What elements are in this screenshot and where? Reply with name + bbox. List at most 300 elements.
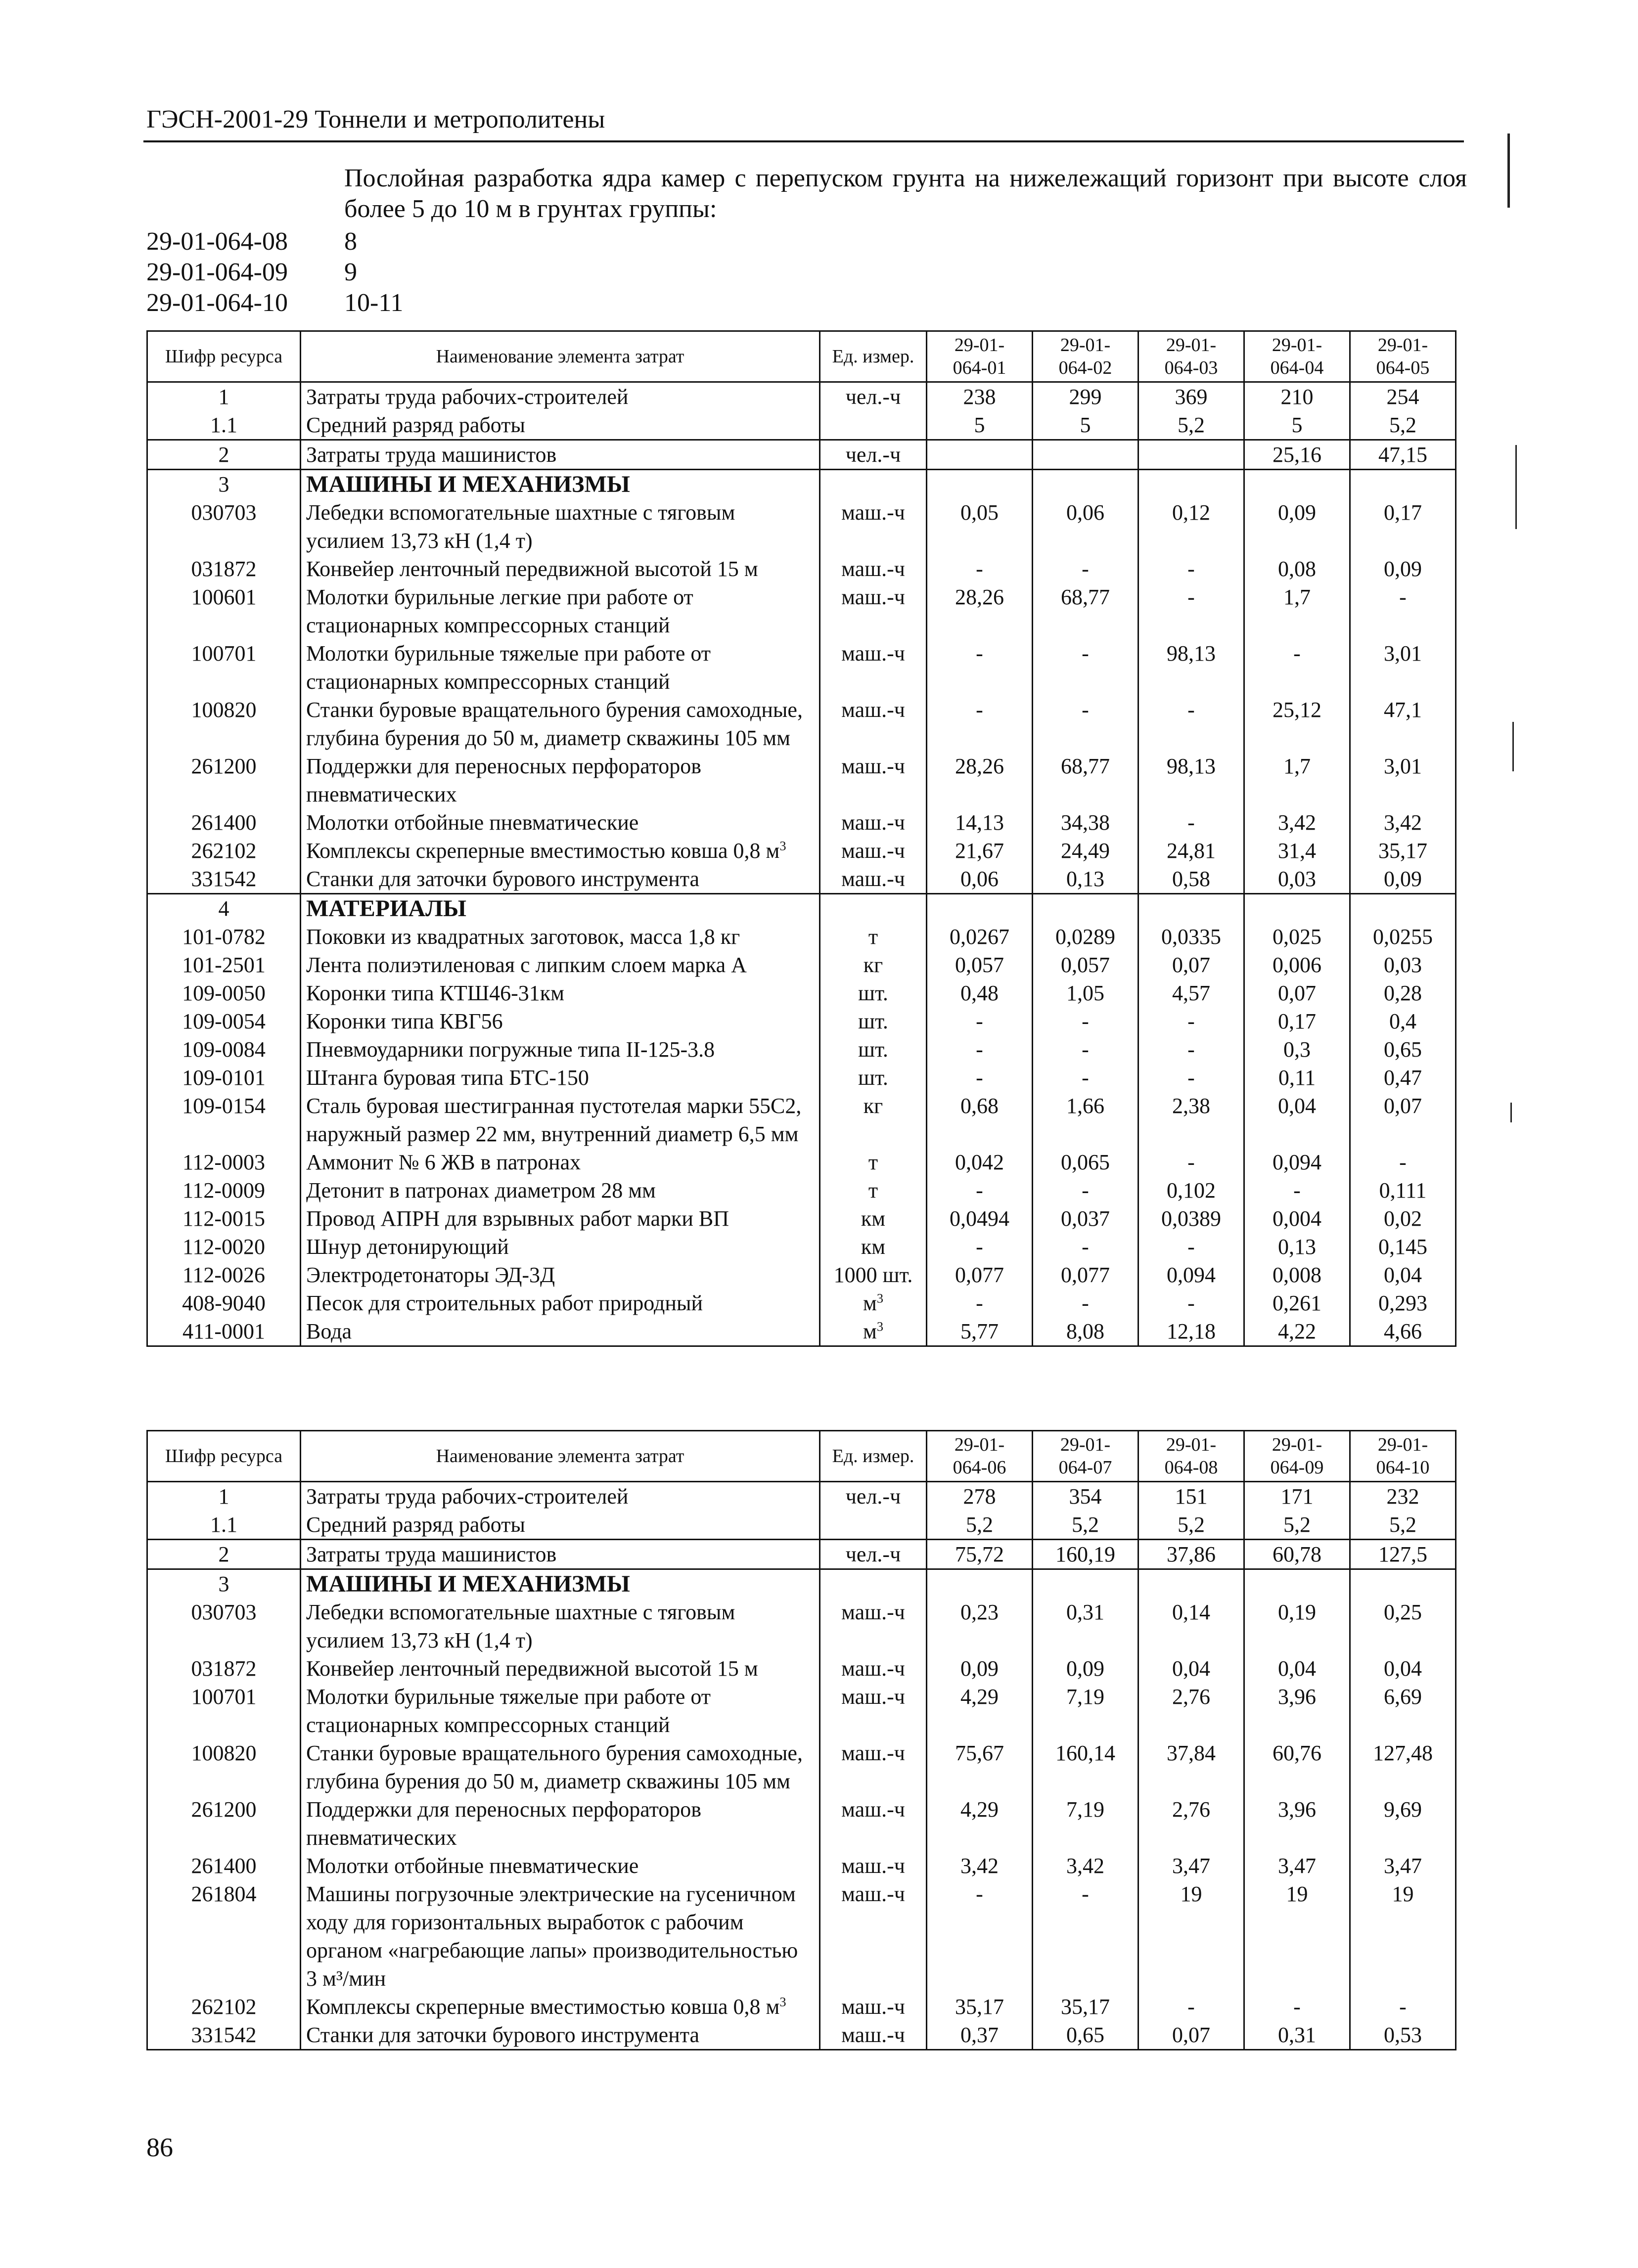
norm-value-cell	[1244, 583, 1350, 639]
norm-value-cell	[1350, 1795, 1456, 1852]
resource-name: Молотки бурильные тяжелые при работе от стационарных компрессорных станций	[306, 1685, 711, 1737]
resource-name-cell	[301, 1739, 820, 1795]
resource-name: Конвейер ленточный передвижной высотой 15 м	[306, 557, 758, 581]
norm-value: 210	[1280, 385, 1314, 409]
norm-value-cell	[1244, 411, 1350, 440]
resource-name: Комплексы скреперные вместимостью ковша 0,8 м	[306, 839, 780, 863]
resource-code-cell	[147, 1993, 301, 2021]
table-row	[147, 1540, 1456, 1569]
norm-value-cell	[1244, 1654, 1350, 1683]
norm-value: 0,13	[1278, 1235, 1316, 1259]
column-header-unit: Ед. измер.	[832, 346, 914, 367]
unit-cell	[820, 382, 927, 411]
norm-value: 369	[1175, 385, 1208, 409]
norm-value: -	[1187, 1009, 1195, 1033]
unit-of-measure: маш.-ч	[841, 754, 905, 778]
norm-value-cell	[1033, 2021, 1138, 2050]
table-row	[147, 1148, 1456, 1176]
norm-value-cell	[927, 865, 1033, 894]
norm-value-cell	[1350, 865, 1456, 894]
norm-value-cell	[1033, 470, 1138, 499]
norm-value-cell	[1244, 696, 1350, 752]
code-list-code: 29-01-064-10	[146, 289, 288, 317]
unit-cell	[820, 923, 927, 951]
norm-value-cell	[1350, 1317, 1456, 1346]
norm-value: 0,03	[1384, 953, 1422, 977]
norm-value: 0,12	[1172, 500, 1210, 525]
section-row	[147, 1569, 1456, 1599]
norm-value-cell	[1350, 1233, 1456, 1261]
norm-value-cell	[1033, 1880, 1138, 1993]
norm-value: 0,07	[1278, 981, 1316, 1005]
norm-value-cell	[1138, 1511, 1244, 1540]
norm-value: 0,48	[960, 981, 999, 1005]
unit-cell	[820, 555, 927, 583]
unit-cell	[820, 583, 927, 639]
norm-value-cell	[1138, 923, 1244, 951]
norm-value: 8,08	[1066, 1319, 1104, 1343]
norm-value: 0,05	[960, 500, 999, 525]
norm-value-cell	[1244, 555, 1350, 583]
norm-value-cell	[1350, 752, 1456, 808]
resource-code-cell	[147, 1683, 301, 1739]
norm-value: 160,14	[1055, 1741, 1115, 1765]
norm-value: 299	[1069, 385, 1102, 409]
norm-value: -	[976, 557, 983, 581]
norm-value: 0,094	[1273, 1150, 1321, 1174]
norm-value: 25,16	[1273, 443, 1321, 467]
header-rule	[143, 140, 1464, 142]
norm-value-cell	[1350, 951, 1456, 979]
resource-code: 261200	[191, 1797, 257, 1822]
unit-of-measure: маш.-ч	[841, 1741, 905, 1765]
resource-name: Поддержки для переносных перфораторов пневматических	[306, 1797, 702, 1850]
norm-value-cell	[927, 1064, 1033, 1092]
norm-value-cell	[1138, 555, 1244, 583]
norm-value: 37,86	[1167, 1542, 1216, 1566]
resource-code: 1.1	[210, 413, 237, 437]
unit-cell	[820, 1482, 927, 1511]
unit-cell	[820, 696, 927, 752]
code-list-group: 9	[344, 258, 357, 286]
norm-value-cell	[1350, 1511, 1456, 1540]
norm-value-cell	[1350, 1261, 1456, 1289]
resource-table-1	[146, 330, 1456, 1347]
unit-of-measure: чел.-ч	[845, 385, 901, 409]
norm-value: 0,065	[1061, 1150, 1110, 1174]
resource-code-cell	[147, 1204, 301, 1233]
unit-cell	[820, 1569, 927, 1599]
unit-of-measure: чел.-ч	[845, 1542, 901, 1566]
norm-value-cell	[1138, 498, 1244, 555]
table-header-row	[147, 1431, 1456, 1482]
norm-value: -	[1082, 1037, 1089, 1062]
norm-value: 0,293	[1378, 1291, 1427, 1315]
resource-name-cell	[301, 555, 820, 583]
resource-code: 112-0015	[182, 1206, 266, 1231]
norm-value: 31,4	[1278, 839, 1316, 863]
table-row	[147, 1739, 1456, 1795]
table-row	[147, 752, 1456, 808]
resource-name: Провод АПРН для взрывных работ марки ВП	[306, 1206, 729, 1231]
resource-name-cell	[301, 1569, 820, 1599]
norm-value-cell	[1350, 1739, 1456, 1795]
norm-value-cell	[1138, 1739, 1244, 1795]
norm-value-cell	[1033, 808, 1138, 837]
norm-value-cell	[1350, 808, 1456, 837]
norm-value: 0,102	[1167, 1178, 1216, 1202]
norm-value: 1,7	[1283, 585, 1311, 609]
table-row	[147, 1880, 1456, 1993]
resource-name: Конвейер ленточный передвижной высотой 15 м	[306, 1656, 758, 1681]
norm-value-cell	[1138, 639, 1244, 696]
resource-code-cell	[147, 951, 301, 979]
norm-value: 0,07	[1172, 2023, 1210, 2047]
resource-code: 112-0026	[182, 1263, 266, 1287]
norm-value: 5,2	[1178, 413, 1205, 437]
page-number: 86	[146, 2133, 173, 2162]
resource-code: 261400	[191, 1854, 257, 1878]
norm-value-cell	[1350, 923, 1456, 951]
resource-name: Затраты труда машинистов	[306, 443, 557, 467]
unit-of-measure: чел.-ч	[845, 1484, 901, 1509]
resource-code: 109-0054	[182, 1009, 266, 1033]
unit-cell	[820, 1092, 927, 1148]
norm-value-cell	[927, 1511, 1033, 1540]
unit-cell	[820, 498, 927, 555]
table-row	[147, 639, 1456, 696]
column-header-norm-cell	[1350, 1431, 1456, 1482]
norm-value: 0,111	[1379, 1178, 1427, 1202]
resource-code: 109-0154	[182, 1094, 266, 1118]
norm-value-cell	[1033, 1289, 1138, 1317]
norm-value-cell	[1244, 639, 1350, 696]
norm-value: 0,057	[1061, 953, 1110, 977]
norm-value-cell	[1138, 1598, 1244, 1654]
resource-name: Молотки отбойные пневматические	[306, 1854, 639, 1878]
resource-name-cell	[301, 382, 820, 411]
norm-value: -	[1187, 1037, 1195, 1062]
norm-value: 0,23	[960, 1600, 999, 1624]
norm-value: 0,06	[1066, 500, 1104, 525]
norm-value: -	[976, 698, 983, 722]
table-row	[147, 1598, 1456, 1654]
resource-name: Коронки типа КТШ46-31км	[306, 981, 564, 1005]
norm-value-cell	[927, 1482, 1033, 1511]
norm-value: 0,04	[1278, 1094, 1316, 1118]
resource-table-2	[146, 1430, 1456, 2050]
norm-value: -	[1082, 1066, 1089, 1090]
resource-name: Станки для заточки бурового инструмента	[306, 867, 700, 891]
table-row	[147, 440, 1456, 470]
resource-code: 2	[218, 1542, 229, 1566]
unit-cell	[820, 1289, 927, 1317]
norm-value: 5,2	[1283, 1512, 1311, 1537]
table-row	[147, 1993, 1456, 2021]
resource-name: МАШИНЫ И МЕХАНИЗМЫ	[306, 1571, 630, 1597]
resource-name-cell	[301, 1598, 820, 1654]
unit-cell	[820, 1795, 927, 1852]
norm-value: 1,66	[1066, 1094, 1104, 1118]
code-list	[146, 226, 403, 318]
norm-value: 0,0335	[1161, 925, 1221, 949]
resource-code-cell	[147, 440, 301, 470]
column-header-norm: 29-01- 064-10	[1376, 1434, 1430, 1478]
norm-value-cell	[1350, 1007, 1456, 1035]
norm-value: 354	[1069, 1484, 1102, 1509]
resource-name-cell	[301, 1007, 820, 1035]
resource-name-cell	[301, 1511, 820, 1540]
resource-name: Машины погрузочные электрические на гусеничном ходу для горизонтальных выработок с рабочим органом «нагребающие лапы» производительностью 3 м³/мин	[306, 1882, 798, 1991]
norm-value: 0,145	[1378, 1235, 1427, 1259]
norm-value-cell	[1244, 2021, 1350, 2050]
norm-value: 4,22	[1278, 1319, 1316, 1343]
column-header-code-cell	[147, 1431, 301, 1482]
unit-of-measure: маш.-ч	[841, 500, 905, 525]
norm-value: 160,19	[1055, 1542, 1115, 1566]
norm-value: -	[1187, 585, 1195, 609]
norm-value: 2,76	[1172, 1685, 1210, 1709]
resource-code: 100601	[191, 585, 257, 609]
column-header-unit-cell	[820, 1431, 927, 1482]
norm-value-cell	[927, 1261, 1033, 1289]
unit-of-measure: шт.	[858, 1009, 888, 1033]
norm-value-cell	[1350, 1852, 1456, 1880]
resource-code: 262102	[191, 1995, 257, 2019]
norm-value-cell	[1033, 1511, 1138, 1540]
norm-value: 1,7	[1283, 754, 1311, 778]
column-header-norm-cell	[1350, 331, 1456, 382]
norm-value: 0,65	[1066, 2023, 1104, 2047]
norm-value: 0,68	[960, 1094, 999, 1118]
norm-value-cell	[1033, 1064, 1138, 1092]
resource-name-cell	[301, 1092, 820, 1148]
unit-of-measure: км	[861, 1235, 886, 1259]
code-list-code: 29-01-064-09	[146, 258, 288, 286]
norm-value: 0,07	[1384, 1094, 1422, 1118]
norm-value: -	[1293, 1995, 1301, 2019]
unit-cell	[820, 411, 927, 440]
unit-cell	[820, 1064, 927, 1092]
norm-value-cell	[1138, 583, 1244, 639]
norm-value-cell	[1033, 1035, 1138, 1064]
norm-value-cell	[927, 1317, 1033, 1346]
unit-cell	[820, 639, 927, 696]
resource-name: Молотки отбойные пневматические	[306, 810, 639, 835]
norm-value: 4,29	[960, 1685, 999, 1709]
norm-value-cell	[1350, 979, 1456, 1007]
column-header-norm: 29-01- 064-04	[1270, 335, 1324, 378]
norm-value-cell	[1033, 1092, 1138, 1148]
resource-name-cell	[301, 470, 820, 499]
norm-value-cell	[1244, 951, 1350, 979]
resource-name-cell	[301, 498, 820, 555]
norm-value-cell	[927, 951, 1033, 979]
norm-value: 3,01	[1384, 754, 1422, 778]
norm-value: 19	[1392, 1882, 1414, 1906]
table-row	[147, 1064, 1456, 1092]
resource-code: 3	[218, 472, 229, 496]
code-list-item	[146, 288, 403, 318]
norm-value: 0,0494	[950, 1206, 1009, 1231]
resource-name: Станки буровые вращательного бурения самоходные, глубина бурения до 50 м, диаметр скважины 105 мм	[306, 1741, 803, 1793]
resource-name-cell	[301, 865, 820, 894]
table-row	[147, 696, 1456, 752]
resource-code-cell	[147, 1064, 301, 1092]
norm-value: 68,77	[1061, 585, 1110, 609]
unit-of-measure: шт.	[858, 981, 888, 1005]
column-header-norm: 29-01- 064-09	[1270, 1434, 1324, 1478]
norm-value-cell	[1033, 865, 1138, 894]
resource-code: 261804	[191, 1882, 257, 1906]
resource-name: МАТЕРИАЛЫ	[306, 895, 466, 922]
norm-value-cell	[1244, 1482, 1350, 1511]
norm-value-cell	[1033, 1993, 1138, 2021]
norm-value-cell	[1244, 894, 1350, 923]
norm-value-cell	[1350, 837, 1456, 865]
norm-value: 5,77	[960, 1319, 999, 1343]
norm-value: 0,09	[1384, 557, 1422, 581]
column-header-name-cell	[301, 1431, 820, 1482]
norm-value: 0,0255	[1373, 925, 1433, 949]
norm-value-cell	[1244, 1261, 1350, 1289]
norm-value-cell	[1244, 1204, 1350, 1233]
norm-value: 0,65	[1384, 1037, 1422, 1062]
norm-value: 0,077	[955, 1263, 1004, 1287]
table-row	[147, 1092, 1456, 1148]
unit-cell	[820, 440, 927, 470]
code-list-code: 29-01-064-08	[146, 227, 288, 256]
norm-value: 47,1	[1384, 698, 1422, 722]
table-row	[147, 1261, 1456, 1289]
column-header-name: Наименование элемента затрат	[436, 346, 684, 367]
norm-value: 0,53	[1384, 2023, 1422, 2047]
resource-code-cell	[147, 1540, 301, 1569]
resource-name-cell	[301, 1317, 820, 1346]
norm-value: 0,25	[1384, 1600, 1422, 1624]
norm-value-cell	[1033, 1148, 1138, 1176]
norm-value: -	[1187, 1066, 1195, 1090]
norm-value-cell	[1244, 382, 1350, 411]
resource-name: Пневмоударники погружные типа II-125-3.8	[306, 1037, 715, 1062]
resource-name-cell	[301, 1289, 820, 1317]
table-row	[147, 1654, 1456, 1683]
resource-name: Средний разряд работы	[306, 413, 525, 437]
norm-value-cell	[1033, 951, 1138, 979]
column-header-code-cell	[147, 331, 301, 382]
unit-cell	[820, 1993, 927, 2021]
unit-of-measure: маш.-ч	[841, 698, 905, 722]
norm-value-cell	[1033, 894, 1138, 923]
resource-name-cell	[301, 440, 820, 470]
column-header-norm: 29-01- 064-07	[1058, 1434, 1112, 1478]
norm-value: 3,01	[1384, 641, 1422, 666]
unit-cell	[820, 808, 927, 837]
norm-value-cell	[1350, 583, 1456, 639]
unit-cell	[820, 865, 927, 894]
norm-value: 37,84	[1167, 1741, 1216, 1765]
norm-value-cell	[927, 1569, 1033, 1599]
resource-code-cell	[147, 1148, 301, 1176]
norm-value-cell	[1350, 1204, 1456, 1233]
norm-value-cell	[1033, 382, 1138, 411]
norm-value-cell	[1244, 1540, 1350, 1569]
norm-value: 0,0289	[1055, 925, 1115, 949]
norm-value: -	[1082, 641, 1089, 666]
norm-value: 25,12	[1273, 698, 1321, 722]
norm-value-cell	[1033, 1739, 1138, 1795]
norm-value-cell	[1138, 808, 1244, 837]
norm-value: 0,037	[1061, 1206, 1110, 1231]
norm-value: -	[1293, 1178, 1301, 1202]
norm-value-cell	[1350, 1289, 1456, 1317]
norm-value-cell	[1350, 1035, 1456, 1064]
unit-of-measure: шт.	[858, 1037, 888, 1062]
unit-of-measure: т	[868, 1150, 878, 1174]
resource-code: 101-0782	[182, 925, 266, 949]
resource-code-cell	[147, 752, 301, 808]
resource-code: 109-0084	[182, 1037, 266, 1062]
unit-of-measure: кг	[863, 953, 883, 977]
resource-code: 100820	[191, 1741, 257, 1765]
norm-value-cell	[1350, 1993, 1456, 2021]
norm-value: 0,09	[1384, 867, 1422, 891]
resource-code: 109-0050	[182, 981, 266, 1005]
column-header-norm-cell	[1244, 331, 1350, 382]
resource-name: Аммонит № 6 ЖВ в патронах	[306, 1150, 581, 1174]
unit-cell	[820, 1007, 927, 1035]
norm-value: -	[976, 641, 983, 666]
resource-name: Комплексы скреперные вместимостью ковша 0,8 м	[306, 1995, 780, 2019]
norm-value: 21,67	[955, 839, 1004, 863]
resource-code-cell	[147, 382, 301, 411]
norm-value: 6,69	[1384, 1685, 1422, 1709]
resource-code: 112-0020	[182, 1235, 266, 1259]
norm-value: 0,04	[1384, 1656, 1422, 1681]
norm-value: 98,13	[1167, 754, 1216, 778]
resource-name: Лебедки вспомогательные шахтные с тяговым усилием 13,73 кН (1,4 т)	[306, 500, 735, 553]
norm-value: 0,03	[1278, 867, 1316, 891]
section-intro: Послойная разработка ядра камер с перепуском грунта на нижележащий горизонт при высоте слоя более 5 до 10 м в грунтах группы:	[344, 164, 1467, 223]
norm-value-cell	[1350, 411, 1456, 440]
norm-value: 3,42	[1066, 1854, 1104, 1878]
resource-code-cell	[147, 639, 301, 696]
norm-value: -	[1187, 810, 1195, 835]
resource-name-cell	[301, 1482, 820, 1511]
unit-cell	[820, 1148, 927, 1176]
unit-of-measure: маш.-ч	[841, 1797, 905, 1822]
resource-name: Станки для заточки бурового инструмента	[306, 2023, 700, 2047]
resource-code: 2	[218, 443, 229, 467]
norm-value-cell	[1138, 1204, 1244, 1233]
norm-value-cell	[927, 639, 1033, 696]
norm-value: 60,78	[1273, 1542, 1321, 1566]
unit-cell	[820, 1880, 927, 1993]
norm-value: 0,094	[1167, 1263, 1216, 1287]
resource-code-cell	[147, 837, 301, 865]
norm-value-cell	[1244, 1511, 1350, 1540]
scan-margin-mark	[1510, 1103, 1512, 1122]
column-header-norm-cell	[1138, 331, 1244, 382]
norm-value-cell	[1244, 1035, 1350, 1064]
unit-of-measure: м	[863, 1319, 877, 1343]
resource-code-cell	[147, 808, 301, 837]
norm-value-cell	[927, 498, 1033, 555]
resource-code: 262102	[191, 839, 257, 863]
table-row	[147, 1007, 1456, 1035]
norm-value-cell	[1350, 1064, 1456, 1092]
table-row	[147, 865, 1456, 894]
